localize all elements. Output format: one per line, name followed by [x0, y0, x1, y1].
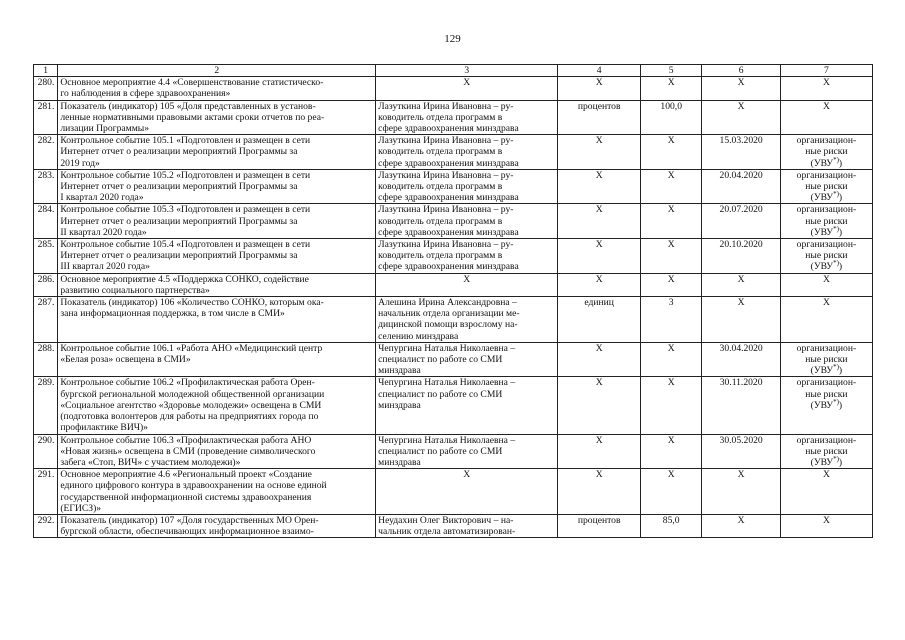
row-description: Контрольное событие 106.3 «Профилактическая работа АНО «Новая жизнь» освещена в СМИ (проведение символического забега «Стоп, ВИЧ» с участием молодежи)»	[58, 434, 376, 469]
row-responsible: Чепургина Наталья Николаевна – специалист по работе со СМИ минздрава	[376, 377, 558, 434]
header-col-2: 2	[58, 65, 376, 77]
row-value: X	[640, 204, 701, 239]
risk-footnote-mark: *)	[833, 397, 839, 406]
row-risk	[780, 239, 872, 274]
risk-close-paren: )	[838, 157, 843, 169]
row-deadline: 30.11.2020	[702, 377, 780, 434]
row-unit: X	[558, 434, 641, 469]
row-description: Контрольное событие 105.2 «Подготовлен и размещен в сети Интернет отчет о реализации мероприятий Программы за I квартал 2020 года»	[58, 169, 376, 204]
row-deadline: 20.07.2020	[702, 204, 780, 239]
table-row	[34, 469, 873, 515]
risk-footnote-mark: *)	[833, 259, 839, 268]
risk-close-paren: )	[838, 399, 843, 411]
row-responsible: Лазуткина Ирина Ивановна – ру- ководитель отдела программ в сфере здравоохранения минздрава	[376, 239, 558, 274]
risk-text: организацион- ные риски (УВУ	[796, 169, 857, 204]
row-responsible: Лазуткина Ирина Ивановна – ру- ководитель отдела программ в сфере здравоохранения минздрава	[376, 135, 558, 170]
header-col-4: 4	[558, 65, 641, 77]
page-number: 129	[444, 33, 461, 45]
risk-text: организацион- ные риски (УВУ	[796, 204, 857, 238]
row-number: 282.	[34, 135, 58, 170]
row-deadline: X	[702, 469, 780, 515]
risk-close-paren: )	[838, 192, 843, 204]
row-risk: X	[780, 100, 872, 135]
row-deadline: X	[702, 514, 780, 537]
column-number-header-row	[34, 65, 873, 77]
row-number: 283.	[34, 169, 58, 204]
header-col-6: 6	[702, 65, 780, 77]
row-description: Контрольное событие 106.1 «Работа АНО «Медицинский центр «Белая роза» освещена в СМИ»	[58, 342, 376, 377]
row-risk	[780, 342, 872, 377]
row-description: Показатель (индикатор) 105 «Доля представленных в установ- ленные нормативными правовыми актами сроки отчетов по реа- лизации Программы»	[58, 100, 376, 135]
row-risk	[780, 135, 872, 170]
row-value: X	[640, 469, 701, 515]
header-col-1: 1	[34, 65, 58, 77]
risk-text: организацион- ные риски (УВУ	[796, 239, 857, 273]
risk-close-paren: )	[838, 226, 843, 238]
row-unit: X	[558, 273, 641, 296]
table-row	[34, 377, 873, 434]
row-responsible: Лазуткина Ирина Ивановна – ру- ководитель отдела программ в сфере здравоохранения минздрава	[376, 100, 558, 135]
row-deadline: 30.04.2020	[702, 342, 780, 377]
row-value: X	[640, 135, 701, 170]
table-row	[34, 204, 873, 239]
table-row	[34, 273, 873, 296]
risk-text: организацион- ные риски (УВУ	[796, 377, 857, 411]
row-deadline: X	[702, 273, 780, 296]
row-responsible: Чепургина Наталья Николаевна – специалист по работе со СМИ минздрава	[376, 434, 558, 469]
row-description: Показатель (индикатор) 106 «Количество СОНКО, которым ока- зана информационная поддержка, в том числе в СМИ»	[58, 297, 376, 343]
risk-close-paren: )	[838, 261, 843, 273]
row-risk: X	[780, 297, 872, 343]
risk-close-paren: )	[838, 365, 843, 377]
header-col-3: 3	[376, 65, 558, 77]
risk-footnote-mark: *)	[833, 155, 839, 164]
table-row	[34, 135, 873, 170]
row-responsible: X	[376, 77, 558, 100]
row-number: 286.	[34, 273, 58, 296]
row-deadline: X	[702, 77, 780, 100]
row-value: X	[640, 273, 701, 296]
row-responsible: X	[376, 273, 558, 296]
row-responsible: Алешина Ирина Александровна – начальник отдела организации ме- дицинской помощи взрослому на- селению минздрава	[376, 297, 558, 343]
row-number: 291.	[34, 469, 58, 515]
row-responsible: Лазуткина Ирина Ивановна – ру- ководитель отдела программ в сфере здравоохранения минздрава	[376, 169, 558, 204]
row-description: Контрольное событие 105.3 «Подготовлен и размещен в сети Интернет отчет о реализации мероприятий Программы за II квартал 2020 года»	[58, 204, 376, 239]
row-unit: X	[558, 77, 641, 100]
row-risk	[780, 204, 872, 239]
row-number: 284.	[34, 204, 58, 239]
risk-footnote-mark: *)	[833, 224, 839, 233]
row-value: X	[640, 77, 701, 100]
risk-text: организацион- ные риски (УВУ	[796, 434, 857, 468]
row-number: 281.	[34, 100, 58, 135]
risk-text: организацион- ные риски (УВУ	[796, 135, 857, 169]
row-deadline: X	[702, 297, 780, 343]
row-unit: X	[558, 342, 641, 377]
row-value: X	[640, 342, 701, 377]
header-col-5: 5	[640, 65, 701, 77]
row-responsible: Неудахин Олег Викторович – на- чальник отдела автоматизирован-	[376, 514, 558, 537]
row-deadline: 20.10.2020	[702, 239, 780, 274]
row-number: 289.	[34, 377, 58, 434]
row-unit: X	[558, 204, 641, 239]
row-unit: единиц	[558, 297, 641, 343]
table-row	[34, 239, 873, 274]
risk-footnote-mark: *)	[833, 363, 839, 372]
header-col-7: 7	[780, 65, 872, 77]
row-number: 290.	[34, 434, 58, 469]
row-unit: X	[558, 169, 641, 204]
risk-footnote-mark: *)	[833, 190, 839, 199]
row-deadline: X	[702, 100, 780, 135]
row-description: Контрольное событие 105.4 «Подготовлен и размещен в сети Интернет отчет о реализации мероприятий Программы за III квартал 2020 года»	[58, 239, 376, 274]
row-responsible: X	[376, 469, 558, 515]
risk-footnote-mark: *)	[833, 454, 839, 463]
table-row	[34, 297, 873, 343]
table-row	[34, 514, 873, 537]
row-unit: процентов	[558, 514, 641, 537]
row-unit: X	[558, 469, 641, 515]
row-description: Показатель (индикатор) 107 «Доля государственных МО Орен- бургской области, обеспечивающих информационное взаимо-	[58, 514, 376, 537]
row-number: 280.	[34, 77, 58, 100]
plan-table	[33, 64, 873, 538]
row-unit: X	[558, 377, 641, 434]
row-risk: X	[780, 77, 872, 100]
row-deadline: 15.03.2020	[702, 135, 780, 170]
row-description: Основное мероприятие 4.6 «Региональный проект «Создание единого цифрового контура в здравоохранении на основе единой государственной информационной системы здравоохранения (ЕГИСЗ)»	[58, 469, 376, 515]
row-unit: процентов	[558, 100, 641, 135]
row-risk: X	[780, 514, 872, 537]
row-value: 100,0	[640, 100, 701, 135]
risk-text: организацион- ные риски (УВУ	[796, 342, 857, 377]
row-risk	[780, 434, 872, 469]
row-risk	[780, 169, 872, 204]
row-unit: X	[558, 239, 641, 274]
row-risk	[780, 377, 872, 434]
row-number: 287.	[34, 297, 58, 343]
table-row	[34, 342, 873, 377]
risk-close-paren: )	[838, 456, 843, 468]
row-responsible: Чепургина Наталья Николаевна – специалист по работе со СМИ минздрава	[376, 342, 558, 377]
row-description: Основное мероприятие 4.4 «Совершенствование статистическо- го наблюдения в сфере здравоохранения»	[58, 77, 376, 100]
row-value: X	[640, 239, 701, 274]
row-number: 285.	[34, 239, 58, 274]
row-value: X	[640, 169, 701, 204]
row-description: Контрольное событие 105.1 «Подготовлен и размещен в сети Интернет отчет о реализации мероприятий Программы за 2019 год»	[58, 135, 376, 170]
row-number: 288.	[34, 342, 58, 377]
table-row	[34, 77, 873, 100]
row-unit: X	[558, 135, 641, 170]
row-value: 85,0	[640, 514, 701, 537]
row-risk: X	[780, 273, 872, 296]
row-description: Основное мероприятие 4.5 «Поддержка СОНКО, содействие развитию социального партнерства»	[58, 273, 376, 296]
table-row	[34, 169, 873, 204]
row-value: 3	[640, 297, 701, 343]
row-risk: X	[780, 469, 872, 515]
row-value: X	[640, 377, 701, 434]
table-row	[34, 434, 873, 469]
table-row	[34, 100, 873, 135]
row-description: Контрольное событие 106.2 «Профилактическая работа Орен- бургской региональной молодежной общественной организации «Социальное агентство «Здоровье молодежи» освещена в СМИ (подготовка волонтеров для работы на предприятиях города по профилактике ВИЧ)»	[58, 377, 376, 434]
row-number: 292.	[34, 514, 58, 537]
row-responsible: Лазуткина Ирина Ивановна – ру- ководитель отдела программ в сфере здравоохранения минздрава	[376, 204, 558, 239]
row-deadline: 20.04.2020	[702, 169, 780, 204]
row-deadline: 30.05.2020	[702, 434, 780, 469]
row-value: X	[640, 434, 701, 469]
